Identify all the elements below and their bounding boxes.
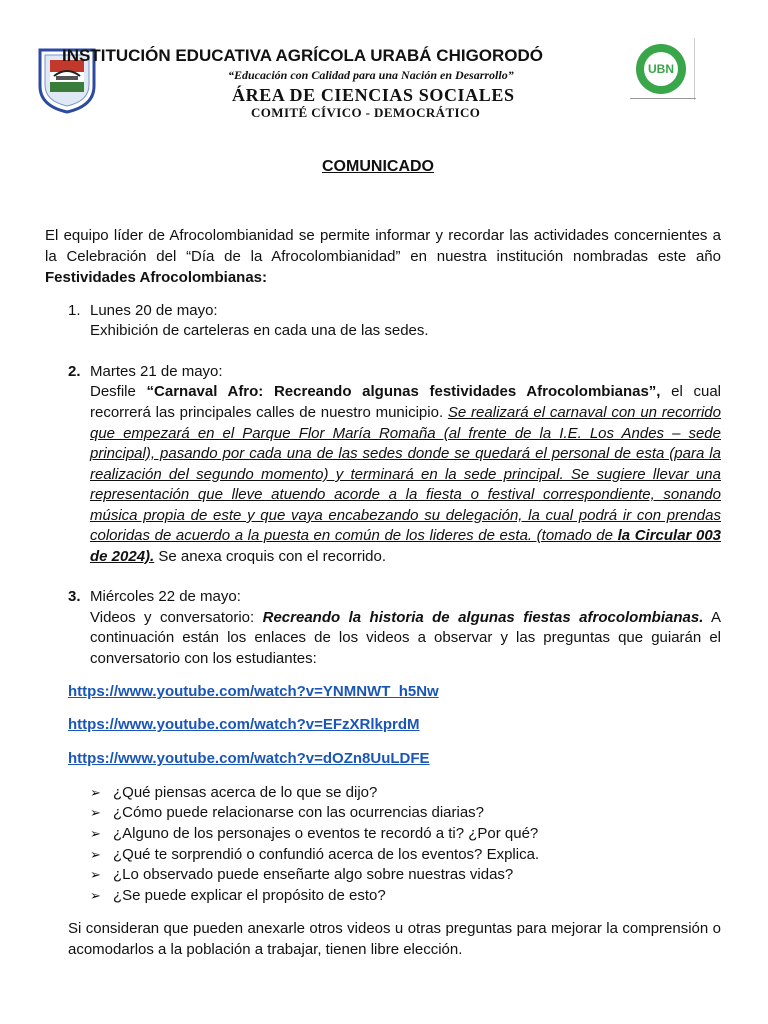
carnaval-name: “Carnaval Afro: Recreando algunas festividades Afrocolombianas”, [146,383,661,400]
item-2-line-1 [90,382,721,402]
ubn-logo-text: UBN [648,62,674,76]
video-link-3[interactable]: https://www.youtube.com/watch?v=dOZn8UuLDFE [68,750,430,767]
bullet-arrow-icon: ➢ [90,785,101,800]
area-title: ÁREA DE CIENCIAS SOCIALES [232,85,515,105]
question-3: ¿Alguno de los personajes o eventos te recordó a ti? ¿Por qué? [113,825,539,842]
item-2-text: Desfile [90,383,147,400]
item-2-line-5: realización del segundo momento) y terminará en la sede principal. Se sugiere llevar una [90,466,721,483]
ubn-logo [630,38,696,100]
question-1: ¿Qué piensas acerca de lo que se dijo? [113,784,378,801]
bullet-arrow-icon: ➢ [90,805,101,820]
question-5: ¿Lo observado puede enseñarte algo sobre nuestras vidas? [113,866,514,883]
conversatorio-title: Recreando la historia de algunas fiestas afrocolombianas. [262,609,704,626]
closing-line-2: acomodarlos a la población a trabajar, tienen libre elección. [68,941,463,958]
question-4: ¿Qué te sorprendió o confundió acerca de los eventos? Explica. [113,846,540,863]
video-link-2[interactable]: https://www.youtube.com/watch?v=EFzXRlkprdM [68,716,420,733]
item-number-3: 3. [68,588,81,605]
item-3-line-2: continuación están los enlaces de los videos a observar y las preguntas que guiarán el [90,629,721,646]
item-number-2: 2. [68,363,81,380]
institution-name: INSTITUCIÓN EDUCATIVA AGRÍCOLA URABÁ CHIGORODÓ [62,46,544,65]
item-2-text: recorrerá las principales calles de nuestro municipio. [90,404,448,421]
committee-title: COMITÉ CÍVICO - DEMOCRÁTICO [251,105,481,120]
item-2-line-7: música propia de este y que vaya encabezando su delegación, la cual podrá ir con prendas [90,507,721,524]
item-1-line-1: Exhibición de carteleras en cada una de las sedes. [90,322,429,339]
item-3-date: Miércoles 22 de mayo: [90,588,241,605]
item-2-line-3: que empezará en el Parque Flor María Romaña (al frente de la I.E. Los Andes – sede [90,425,721,442]
video-link-1[interactable]: https://www.youtube.com/watch?v=YNMNWT_h5Nw [68,683,439,700]
question-6: ¿Se puede explicar el propósito de esto? [113,887,386,904]
item-2-text: coloridas de acuerdo a la puesta en común de los lideres de esta. (tomado de [90,527,618,544]
question-2: ¿Cómo puede relacionarse con las ocurrencias diarias? [113,804,485,821]
bullet-arrow-icon: ➢ [90,867,101,882]
intro-line-3: Festividades Afrocolombianas: [45,269,267,286]
item-number-1: 1. [68,302,81,319]
item-2-line-2 [90,403,721,423]
item-2-text: el cual [660,383,721,400]
item-2-text: Se anexa croquis con el recorrido. [154,548,387,565]
item-3-line-3: conversatorio con los estudiantes: [90,650,317,667]
closing-line-1: Si consideran que pueden anexarle otros videos u otras preguntas para mejorar la comprensión o [68,920,721,937]
circular-year: de 2024). [90,548,155,565]
item-3-text: A [703,609,721,626]
bullet-arrow-icon: ➢ [90,888,101,903]
item-2-line-9 [90,547,386,567]
intro-line-1: El equipo líder de Afrocolombianidad se permite informar y recordar las actividades concernientes a [45,227,721,244]
item-2-line-6: representación que lleve atuendo acorde a la fiesta o festival correspondiente, sonando [90,486,721,503]
intro-line-2: la Celebración del “Día de la Afrocolombianidad” en nuestra institución nombradas este año [45,248,721,265]
circular-ref: la Circular 003 [617,527,722,544]
item-2-date: Martes 21 de mayo: [90,363,223,380]
item-3-text: Videos y conversatorio: [90,609,263,626]
carnaval-route-text: Se realizará el carnaval con un recorrido [447,404,721,421]
item-2-line-4: principal), pasando por cada una de las sedes donde se quedará el personal de esta (para la [90,445,721,462]
bullet-arrow-icon: ➢ [90,847,101,862]
bullet-arrow-icon: ➢ [90,826,101,841]
document-title: COMUNICADO [322,158,434,175]
item-2-line-8 [90,526,721,546]
item-3-line-1 [90,608,721,628]
item-1-date: Lunes 20 de mayo: [90,302,218,319]
institution-motto: “Educación con Calidad para una Nación en Desarrollo” [228,68,514,82]
